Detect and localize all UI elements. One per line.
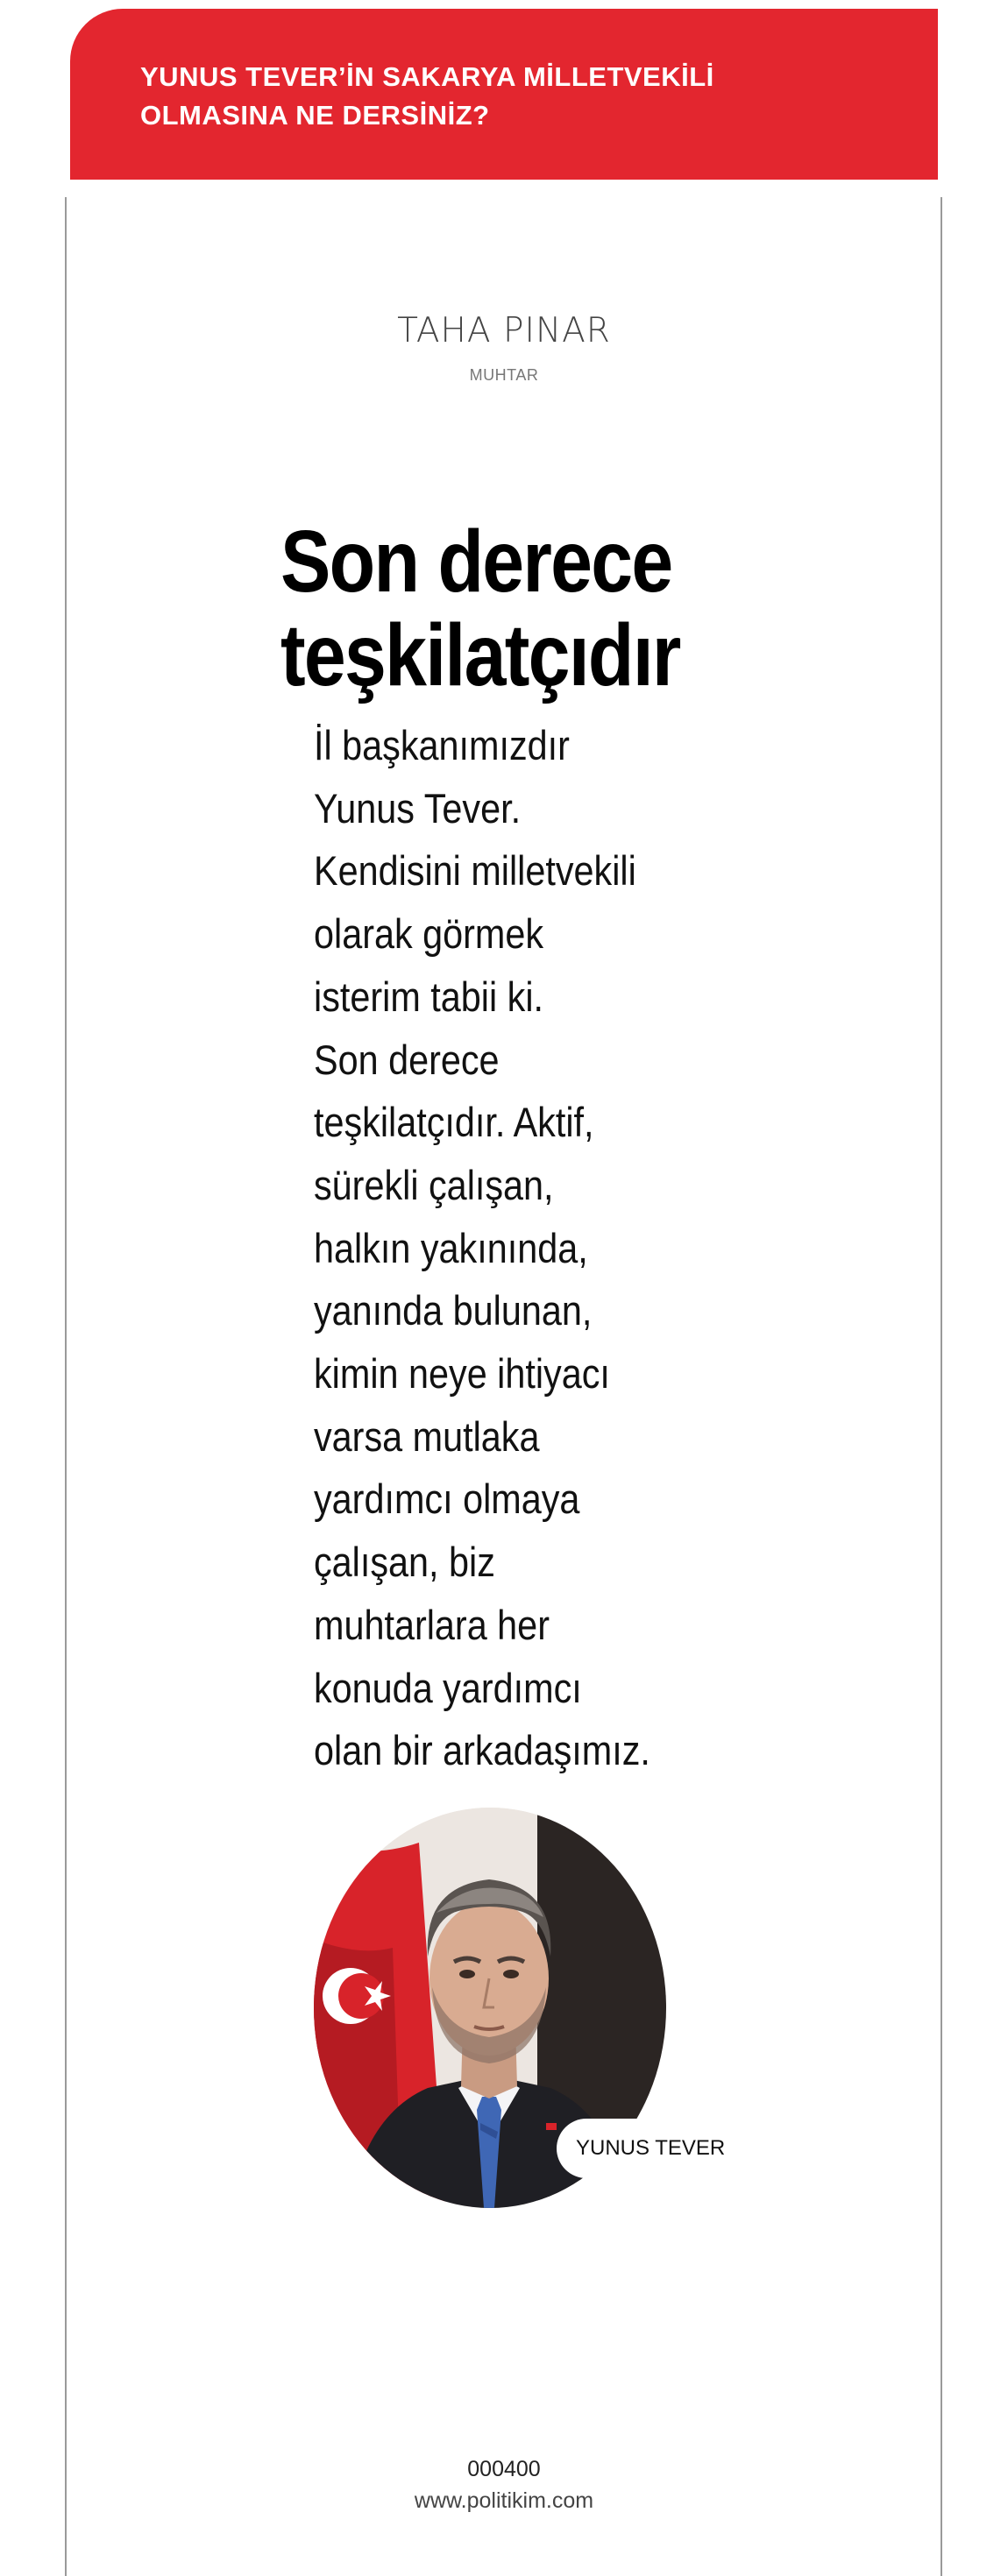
author-role: MUHTAR (469, 366, 539, 384)
quote-body (314, 714, 770, 1782)
quote-line: teşkilatçıdır. Aktif, (314, 1099, 594, 1146)
header-title: YUNUS TEVER’İN SAKARYA MİLLETVEKİLİ OLMASINA NE DERSİNİZ? (140, 61, 714, 131)
quote-line: varsa mutlaka (314, 1412, 540, 1460)
quote-line: Yunus Tever. (314, 784, 522, 832)
header-banner (70, 9, 938, 180)
quote-line: isterim tabii ki. (314, 973, 544, 1020)
frame-left-border (65, 197, 67, 2576)
quote-line: olarak görmek (314, 910, 544, 958)
frame-right-border (941, 197, 942, 2576)
quote-line: sürekli çalışan, (314, 1161, 554, 1208)
quote-line: Kendisini milletvekili (314, 847, 636, 895)
footer-code: 000400 (467, 2457, 541, 2481)
quote-line: yardımcı olmaya (314, 1476, 580, 1523)
quote-line: yanında bulunan, (314, 1287, 593, 1334)
quote-line: konuda yardımcı (314, 1664, 582, 1711)
footer-website-link[interactable]: www.politikim.com (414, 2488, 594, 2513)
quote-line: muhtarlara her (314, 1601, 550, 1648)
quote-title: Son derece teşkilatçıdır (280, 513, 680, 704)
author-name: TAHA PINAR (397, 311, 611, 350)
quote-line: Son derece (314, 1036, 500, 1083)
quote-line: çalışan, biz (314, 1539, 495, 1586)
quote-line: olan bir arkadaşımız. (314, 1727, 650, 1774)
quote-line: halkın yakınında, (314, 1224, 588, 1271)
quote-line: İl başkanımızdır (314, 722, 570, 768)
quote-line: kimin neye ihtiyacı (314, 1350, 610, 1398)
portrait-name-tag: YUNUS TEVER (557, 2119, 744, 2178)
